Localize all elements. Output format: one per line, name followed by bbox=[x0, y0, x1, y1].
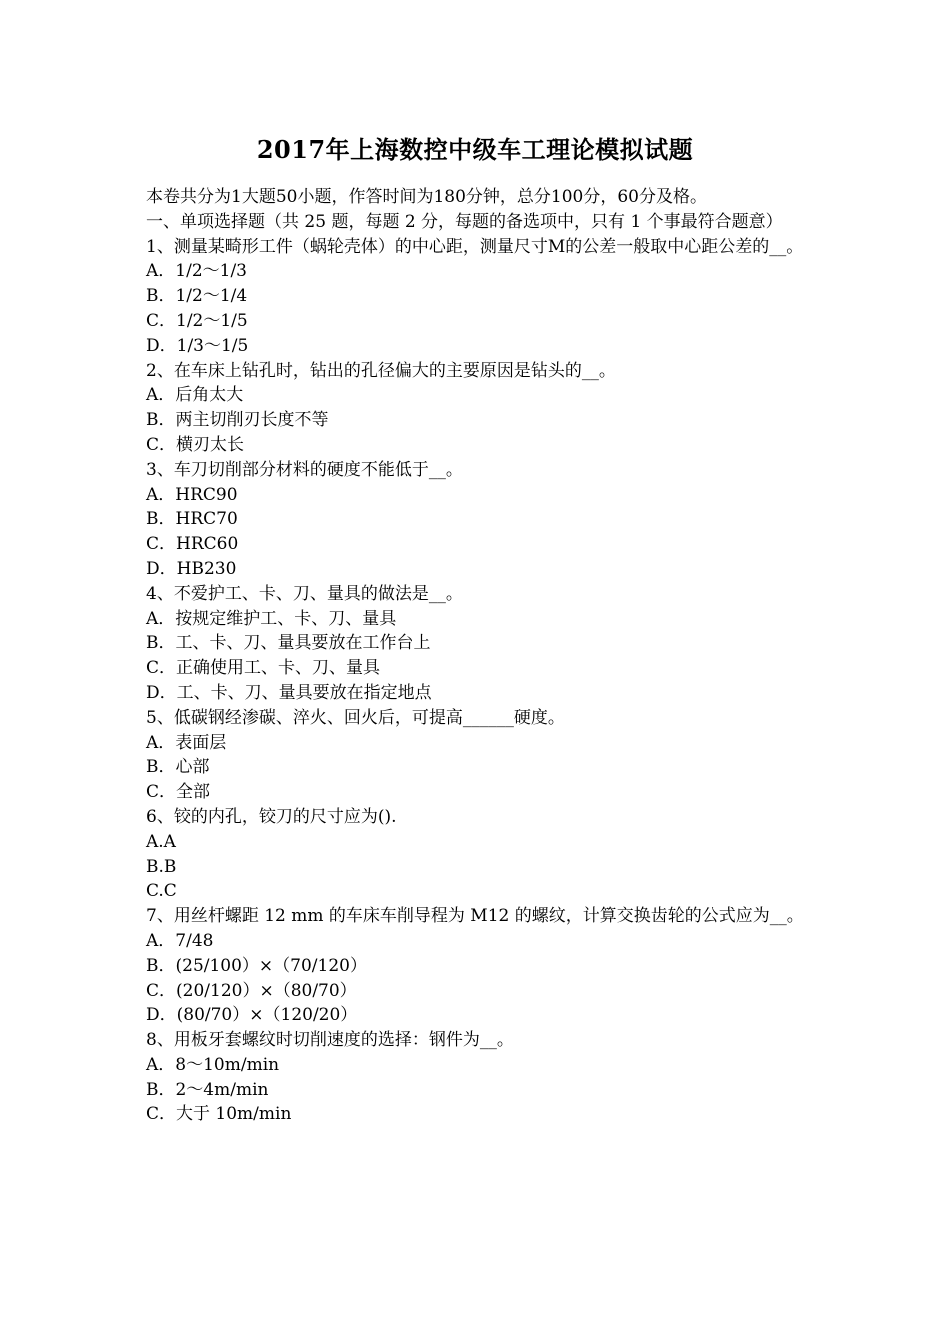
option-c: C．横刃太长 bbox=[146, 434, 245, 455]
option-a: A．按规定维护工、卡、刀、量具 bbox=[146, 608, 397, 629]
option-c: C．HRC60 bbox=[146, 534, 239, 555]
option-a: A．8～10m/min bbox=[146, 1054, 280, 1075]
question-5 bbox=[146, 706, 808, 805]
option-c: C．1/2～1/5 bbox=[146, 310, 248, 331]
option-b: B．两主切削刃长度不等 bbox=[146, 410, 329, 431]
option-a: A．HRC90 bbox=[146, 484, 238, 505]
option-c: C.C bbox=[146, 881, 177, 902]
option-d: D．HB230 bbox=[146, 558, 237, 579]
option-c: C．(20/120）×（80/70） bbox=[146, 980, 357, 1001]
option-b: B．1/2～1/4 bbox=[146, 286, 248, 307]
question-2 bbox=[146, 359, 808, 458]
option-b: B．HRC70 bbox=[146, 509, 238, 530]
option-a: A．表面层 bbox=[146, 732, 227, 753]
question-8 bbox=[146, 1028, 808, 1127]
question-4 bbox=[146, 582, 808, 706]
option-a: A．1/2～1/3 bbox=[146, 261, 247, 282]
option-d: D．工、卡、刀、量具要放在指定地点 bbox=[146, 682, 432, 703]
option-b: B.B bbox=[146, 856, 177, 877]
option-b: B．(25/100）×（70/120） bbox=[146, 955, 367, 976]
question-text: 1、测量某畸形工件（蜗轮壳体）的中心距，测量尺寸M的公差一般取中心距公差的__。 bbox=[146, 236, 804, 257]
option-a: A.A bbox=[146, 831, 176, 852]
question-text: 5、低碳钢经渗碳、淬火、回火后，可提高______硬度。 bbox=[146, 707, 565, 728]
option-b: B．心部 bbox=[146, 757, 210, 778]
option-c: C．大于 10m/min bbox=[146, 1104, 292, 1125]
option-b: B．2～4m/min bbox=[146, 1079, 269, 1100]
question-1 bbox=[146, 235, 808, 359]
option-b: B．工、卡、刀、量具要放在工作台上 bbox=[146, 633, 431, 654]
exam-intro: 本卷共分为1大题50小题，作答时间为180分钟，总分100分，60分及格。 bbox=[146, 187, 707, 207]
question-text: 4、不爱护工、卡、刀、量具的做法是__。 bbox=[146, 583, 463, 604]
question-text: 7、用丝杆螺距 12 mm 的车床车削导程为 M12 的螺纹，计算交换齿轮的公式应为__。 bbox=[146, 906, 804, 927]
question-3 bbox=[146, 458, 808, 582]
question-text: 2、在车床上钻孔时，钻出的孔径偏大的主要原因是钻头的__。 bbox=[146, 360, 616, 381]
question-7 bbox=[146, 904, 808, 1028]
option-c: C．全部 bbox=[146, 782, 211, 803]
option-c: C．正确使用工、卡、刀、量具 bbox=[146, 658, 381, 679]
question-text: 6、铰的内孔，铰刀的尺寸应为(). bbox=[146, 806, 397, 827]
option-a: A．7/48 bbox=[146, 930, 214, 951]
option-d: D．(80/70）×（120/20） bbox=[146, 1005, 358, 1026]
question-text: 8、用板牙套螺纹时切削速度的选择：钢件为__。 bbox=[146, 1030, 514, 1051]
page-title: 2017年上海数控中级车工理论模拟试题 bbox=[256, 135, 694, 164]
option-a: A．后角太大 bbox=[146, 385, 244, 406]
question-text: 3、车刀切削部分材料的硬度不能低于__。 bbox=[146, 459, 463, 480]
option-d: D．1/3～1/5 bbox=[146, 335, 249, 356]
document-body bbox=[146, 185, 808, 1127]
question-6 bbox=[146, 805, 808, 904]
section-heading: 一、单项选择题（共 25 题，每题 2 分，每题的备选项中，只有 1 个事最符合题意） bbox=[146, 211, 783, 232]
